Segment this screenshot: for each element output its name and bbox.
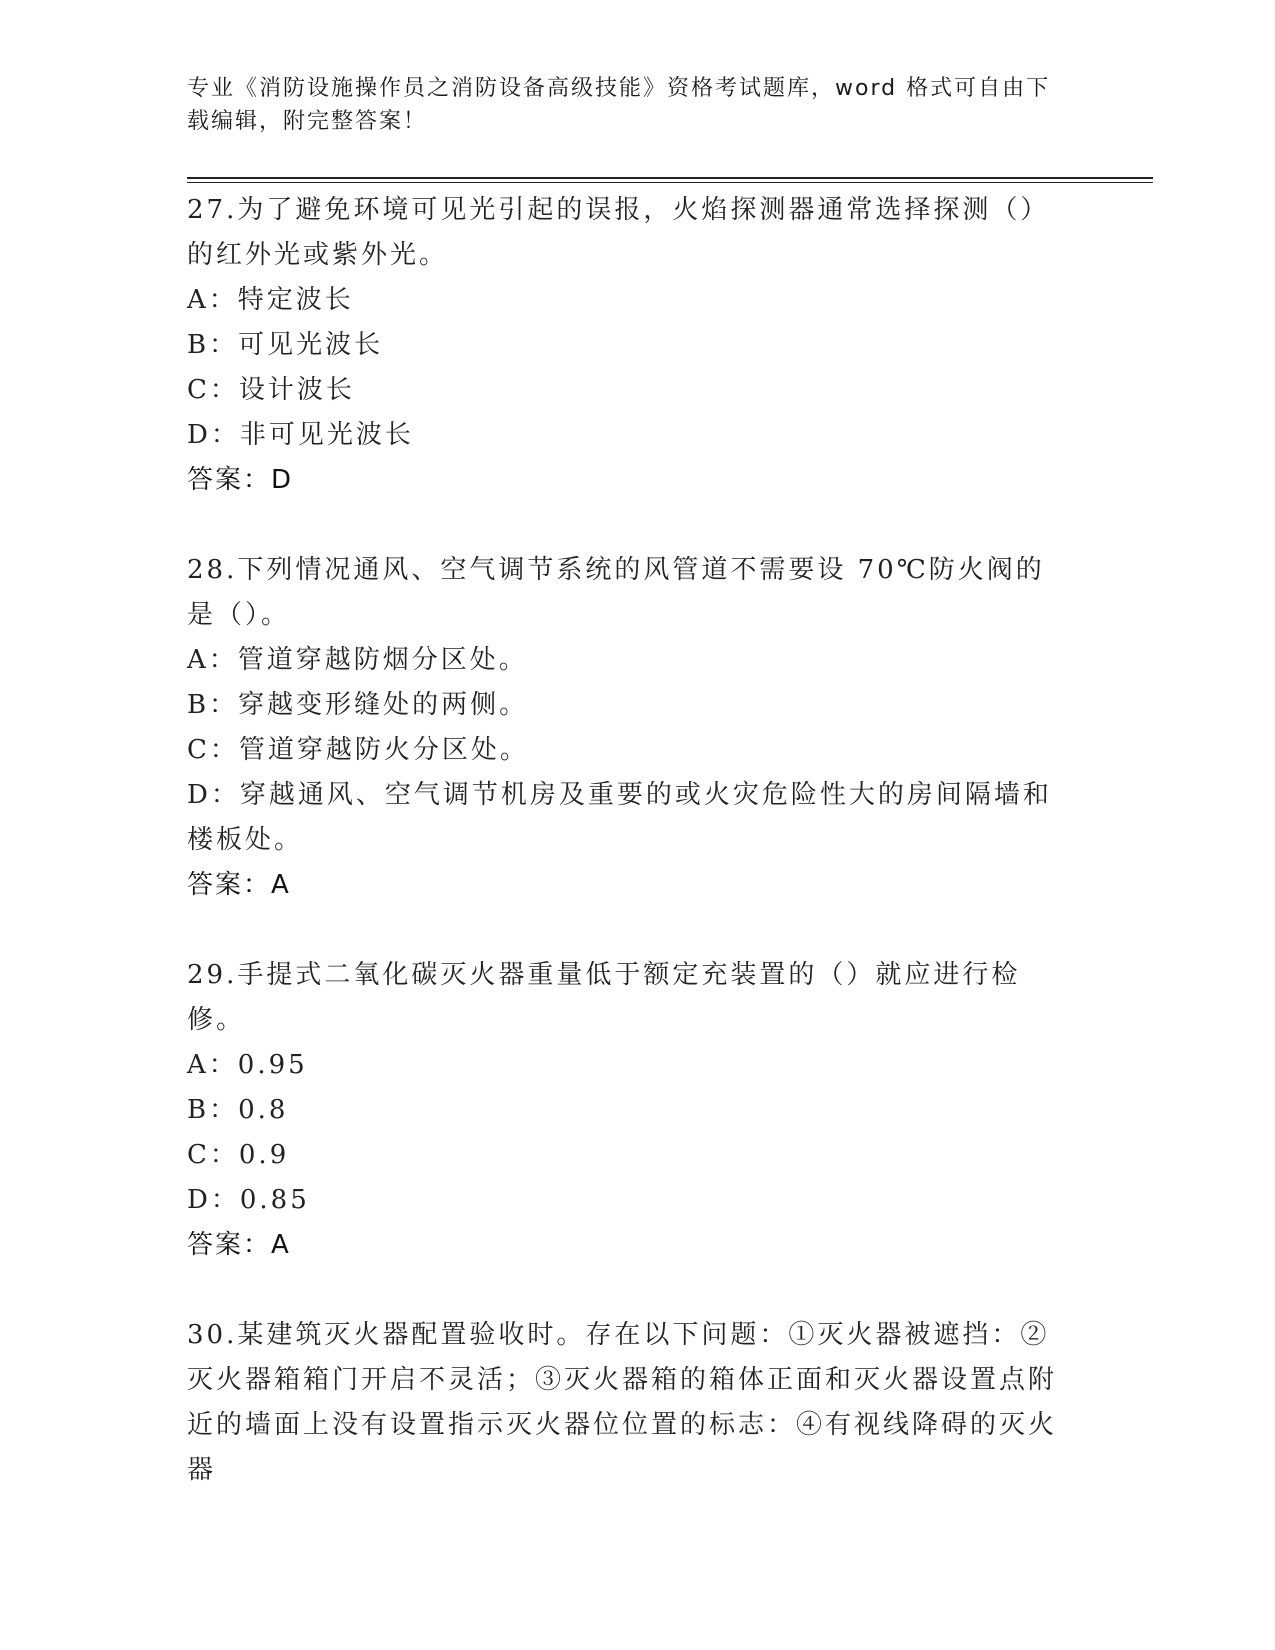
option-d: D：0.85 <box>187 1185 310 1215</box>
option-d: D：穿越通风、空气调节机房及重要的或火灾危险性大的房间隔墙和楼板处。 <box>187 780 1052 855</box>
question-stem: 28.下列情况通风、空气调节系统的风管道不需要设 70℃防火阀的是（）。 <box>187 555 1045 630</box>
question-stem: 29.手提式二氧化碳灭火器重量低于额定充装置的（）就应进行检修。 <box>187 960 1021 1035</box>
header-divider-thin <box>187 182 1153 183</box>
option-c: C：0.9 <box>187 1140 290 1170</box>
option-c: C：管道穿越防火分区处。 <box>187 735 529 765</box>
question-28 <box>187 548 1067 908</box>
option-a: A：0.95 <box>187 1050 308 1080</box>
answer-line: 答案：A <box>187 1230 291 1260</box>
answer-line: 答案：A <box>187 870 291 900</box>
question-spacer <box>187 908 1067 953</box>
option-b: B：穿越变形缝处的两侧。 <box>187 690 529 720</box>
option-c: C：设计波长 <box>187 375 355 405</box>
option-a: A：特定波长 <box>187 285 354 315</box>
question-27 <box>187 188 1067 503</box>
question-spacer <box>187 1268 1067 1313</box>
option-a: A：管道穿越防烟分区处。 <box>187 645 528 675</box>
question-stem: 27.为了避免环境可见光引起的误报，火焰探测器通常选择探测（）的红外光或紫外光。 <box>187 195 1050 270</box>
option-b: B：可见光波长 <box>187 330 384 360</box>
document-header: 专业《消防设施操作员之消防设备高级技能》资格考试题库，word 格式可自由下载编辑，附完整答案！ <box>187 76 1051 134</box>
question-list <box>187 188 1067 1493</box>
option-d: D：非可见光波长 <box>187 420 414 450</box>
question-stem: 30.某建筑灭火器配置验收时。存在以下问题：①灭火器被遮挡：②灭火器箱箱门开启不灵活；③灭火器箱的箱体正面和灭火器设置点附近的墙面上没有设置指示灭火器位位置的标志：④有视线降碍的灭火器 <box>187 1320 1058 1485</box>
answer-line: 答案：D <box>187 465 294 495</box>
question-29 <box>187 953 1067 1268</box>
question-30 <box>187 1313 1067 1493</box>
option-b: B：0.8 <box>187 1095 289 1125</box>
question-spacer <box>187 503 1067 548</box>
header-divider-thick <box>187 177 1153 179</box>
